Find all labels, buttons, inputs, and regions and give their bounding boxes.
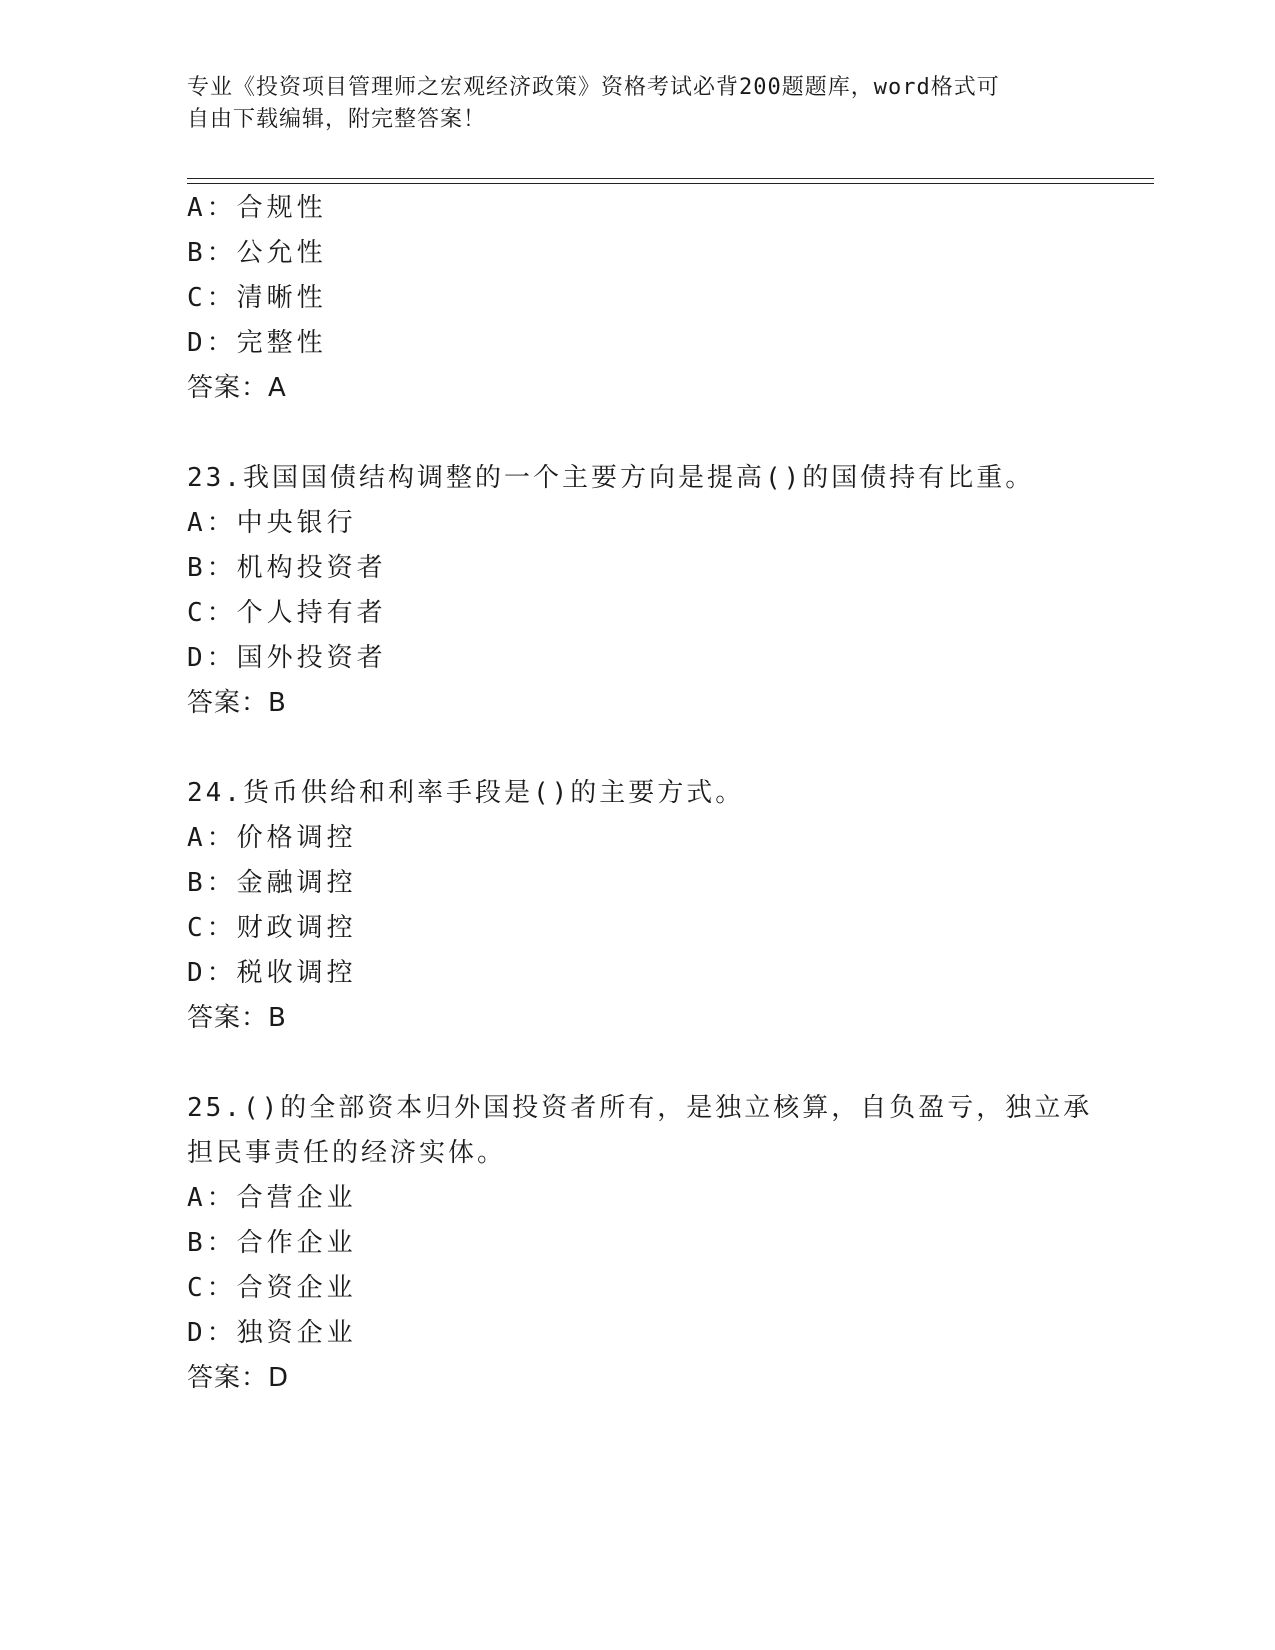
- q25-option-a: A：合营企业: [187, 1183, 357, 1213]
- q24-option-c: C：财政调控: [187, 913, 357, 943]
- q25-answer: 答案：D: [187, 1363, 290, 1393]
- q23-answer: 答案：B: [187, 688, 287, 718]
- q25-option-b: B：合作企业: [187, 1228, 357, 1258]
- q25-question-line-2: 担民事责任的经济实体。: [187, 1138, 507, 1168]
- q23-option-d: D：国外投资者: [187, 643, 387, 673]
- q24-option-d: D：税收调控: [187, 958, 357, 988]
- header-line-2: 自由下载编辑，附完整答案！: [187, 107, 487, 132]
- q25-option-d: D：独资企业: [187, 1318, 357, 1348]
- q23-option-b: B：机构投资者: [187, 553, 387, 583]
- q24-option-a: A：价格调控: [187, 823, 357, 853]
- q23-question: 23.我国国债结构调整的一个主要方向是提高()的国债持有比重。: [187, 463, 1035, 493]
- header-line-1: 专业《投资项目管理师之宏观经济政策》资格考试必背200题题库，word格式可: [187, 75, 1000, 100]
- q22-answer: 答案：A: [187, 373, 287, 403]
- q24-question: 24.货币供给和利率手段是()的主要方式。: [187, 778, 745, 808]
- q25-option-c: C：合资企业: [187, 1273, 357, 1303]
- q24-option-b: B：金融调控: [187, 868, 357, 898]
- q22-option-d: D：完整性: [187, 328, 327, 358]
- q22-option-c: C：清晰性: [187, 283, 327, 313]
- document-header: [187, 72, 1087, 136]
- header-divider-bottom: [187, 183, 1154, 184]
- q23-option-a: A：中央银行: [187, 508, 357, 538]
- q24-answer: 答案：B: [187, 1003, 287, 1033]
- header-divider-top: [187, 178, 1154, 179]
- q22-option-b: B：公允性: [187, 238, 327, 268]
- q22-option-a: A：合规性: [187, 193, 327, 223]
- q25-question-line-1: 25.()的全部资本归外国投资者所有，是独立核算，自负盈亏，独立承: [187, 1093, 1093, 1123]
- q23-option-c: C：个人持有者: [187, 598, 387, 628]
